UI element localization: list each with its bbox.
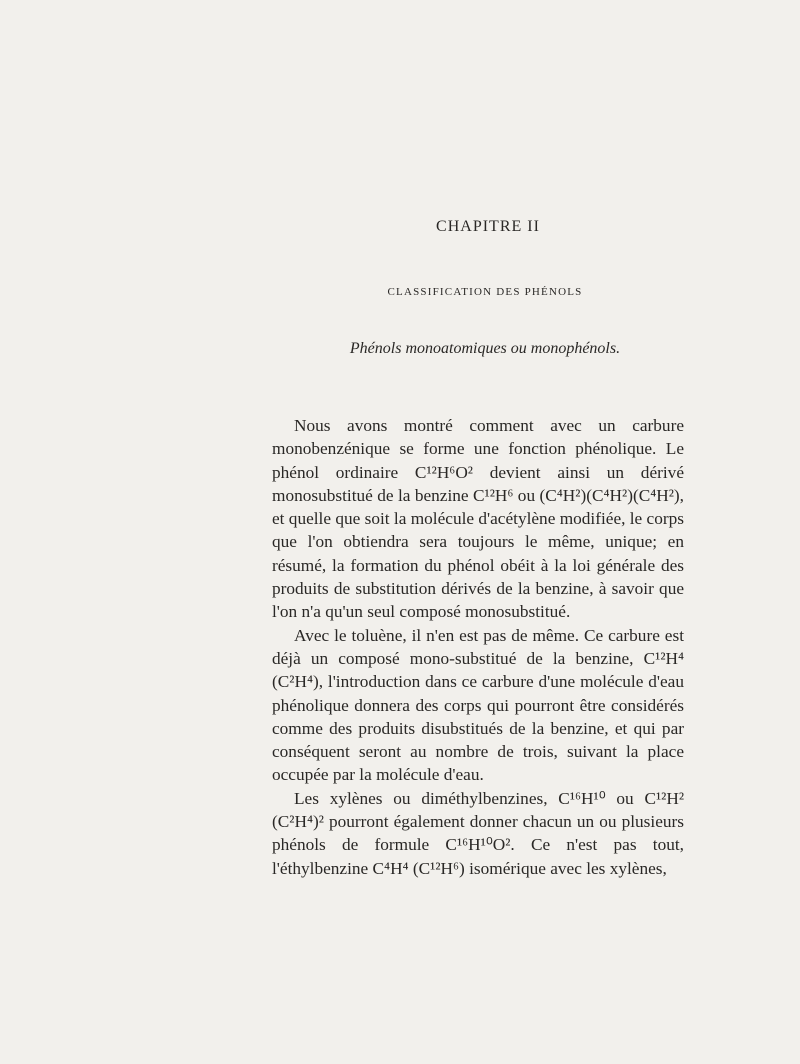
section-title: CLASSIFICATION DES PHÉNOLS [387, 286, 583, 298]
paragraph-2: Avec le toluène, il n'en est pas de même. Ce carbure est déjà un composé mono-substitué de la benzine, C¹²H⁴ (C²H⁴), l'introduction dans ce carbure d'une molécule d'eau phénolique donnera des corps qui pourront être considérés comme des produits disubstitués de la benzine, et qui par conséquent seront au nombre de trois, suivant la place occupée par la molécule d'eau. [272, 625, 684, 785]
section-subtitle: Phénols monoatomiques ou monophénols. [349, 340, 621, 357]
body-text [272, 414, 684, 880]
paragraph-1: Nous avons montré comment avec un carbure monobenzénique se forme une fonction phénolique. Le phénol ordinaire C¹²H⁶O² devient ainsi un dérivé monosubstitué de la benzine C¹²H⁶ ou (C⁴H²)(C⁴H²)(C⁴H²), et quelle que soit la molécule d'acétylène modifiée, le corps que l'on obtiendra sera toujours le même, unique; en résumé, la formation du phénol obéit à la loi générale des produits de substitution dérivés de la benzine, à savoir que l'on n'a qu'un seul composé monosubstitué. [272, 416, 684, 622]
chapter-title: CHAPITRE II [436, 218, 540, 235]
paragraph-3: Les xylènes ou diméthylbenzines, C¹⁶H¹⁰ ou C¹²H² (C²H⁴)² pourront également donner chacun un ou plusieurs phénols de formule C¹⁶H¹⁰O². Ce n'est pas tout, l'éthylbenzine C⁴H⁴ (C¹²H⁶) isomérique avec les xylènes, [272, 788, 684, 878]
